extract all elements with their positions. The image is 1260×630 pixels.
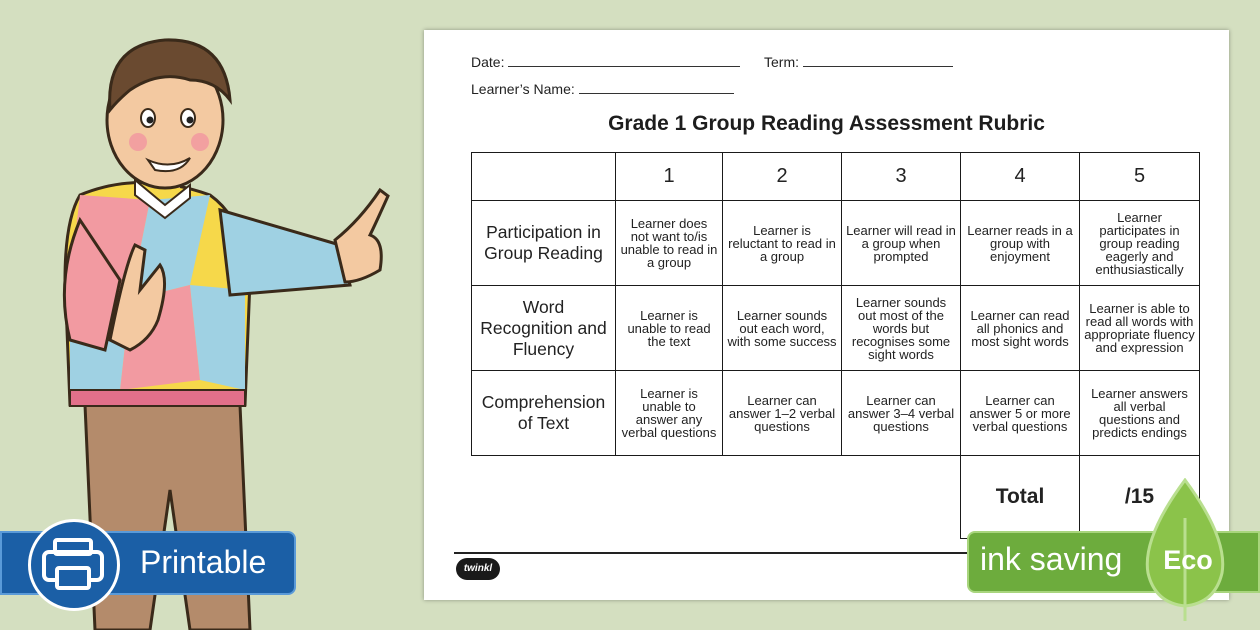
term-label: Term:	[764, 54, 799, 70]
eco-label: Eco	[1163, 545, 1213, 575]
learner-name-label: Learner’s Name:	[471, 81, 575, 97]
ink-saving-label: ink saving	[980, 541, 1123, 577]
table-row	[472, 201, 1200, 286]
printable-label: Printable	[140, 544, 267, 580]
score-header: 5	[1080, 153, 1200, 201]
score-header: 1	[616, 153, 723, 201]
rubric-table	[471, 152, 1200, 539]
total-score: /15	[1080, 456, 1200, 539]
descriptor-cell: Learner is able to read all words with appropriate fluency and expression	[1080, 286, 1200, 371]
date-label: Date:	[471, 54, 505, 70]
descriptor-cell: Learner sounds out most of the words but recognises some sight words	[842, 286, 961, 371]
total-row	[472, 456, 1200, 539]
score-header-row	[472, 153, 1200, 201]
criterion-cell: Word Recognition and Fluency	[472, 286, 616, 371]
table-row	[472, 286, 1200, 371]
criterion-cell: Participation in Group Reading	[472, 201, 616, 286]
printer-icon	[28, 519, 120, 611]
learner-name-blank	[579, 81, 734, 94]
term-blank	[803, 54, 953, 67]
descriptor-cell: Learner is unable to answer any verbal questions	[616, 371, 723, 456]
descriptor-cell: Learner sounds out each word, with some success	[723, 286, 842, 371]
descriptor-cell: Learner can answer 1–2 verbal questions	[723, 371, 842, 456]
score-header: 2	[723, 153, 842, 201]
twinkl-logo: twinkl	[456, 558, 500, 580]
descriptor-cell: Learner reads in a group with enjoyment	[961, 201, 1080, 286]
descriptor-cell: Learner does not want to/is unable to read in a group	[616, 201, 723, 286]
descriptor-cell: Learner answers all verbal questions and predicts endings	[1080, 371, 1200, 456]
date-field	[471, 54, 740, 70]
descriptor-cell: Learner participates in group reading eagerly and enthusiastically	[1080, 201, 1200, 286]
descriptor-cell: Learner is unable to read the text	[616, 286, 723, 371]
total-spacer	[472, 456, 961, 539]
table-row	[472, 371, 1200, 456]
header-corner-cell	[472, 153, 616, 201]
descriptor-cell: Learner is reluctant to read in a group	[723, 201, 842, 286]
descriptor-cell: Learner can answer 3–4 verbal questions	[842, 371, 961, 456]
descriptor-cell: Learner will read in a group when prompted	[842, 201, 961, 286]
date-blank	[508, 54, 740, 67]
total-label: Total	[961, 456, 1080, 539]
score-header: 3	[842, 153, 961, 201]
term-field	[764, 54, 953, 70]
worksheet-page	[424, 30, 1229, 600]
score-header: 4	[961, 153, 1080, 201]
printable-badge	[0, 531, 296, 595]
descriptor-cell: Learner can read all phonics and most sight words	[961, 286, 1080, 371]
page-title: Grade 1 Group Reading Assessment Rubric	[608, 112, 1045, 135]
learner-name-field	[471, 81, 734, 97]
criterion-cell: Comprehension of Text	[472, 371, 616, 456]
descriptor-cell: Learner can answer 5 or more verbal questions	[961, 371, 1080, 456]
